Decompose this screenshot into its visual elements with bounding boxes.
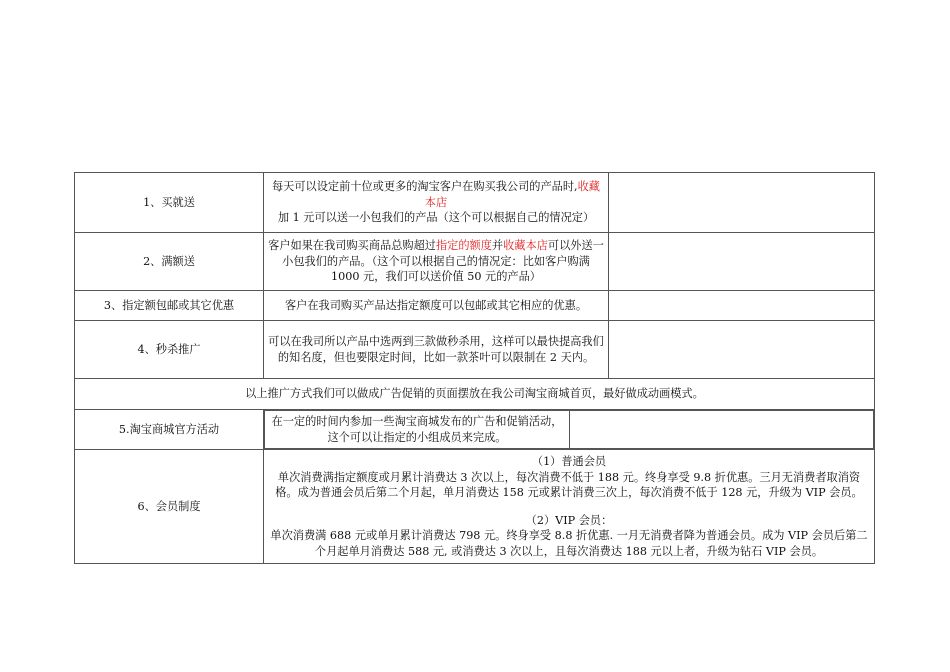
row-description-wrap bbox=[264, 410, 875, 450]
vip-member-text: 单次消费满 688 元或单月累计消费达 798 元。终身享受 8.8 折优惠. 一月无消费者降为普通会员。成为 VIP 会员后第二个月起单月消费达 588 元, 或消费达 3 次以上，且每次消费达 188 元以上者，升级为钻石 VIP 会员。 bbox=[270, 529, 868, 558]
table-row bbox=[75, 450, 875, 564]
empty-cell bbox=[609, 233, 875, 291]
highlight-text: 收藏本店 bbox=[503, 239, 548, 253]
empty-cell bbox=[609, 321, 875, 379]
row-description bbox=[264, 233, 609, 291]
row-description bbox=[264, 173, 609, 233]
vip-member-title: （2）VIP 会员： bbox=[525, 513, 613, 527]
desc-text: 并 bbox=[491, 239, 504, 253]
table-row bbox=[75, 379, 875, 410]
table-row bbox=[75, 321, 875, 379]
empty-cell bbox=[609, 291, 875, 321]
row-description: 客户在我司购买产品达指定额度可以包邮或其它相应的优惠。 bbox=[264, 291, 609, 321]
promotion-note: 以上推广方式我们可以做成广告促销的页面摆放在我公司淘宝商城首页，最好做成动画模式。 bbox=[75, 379, 875, 410]
inner-table bbox=[264, 410, 874, 449]
desc-text: 每天可以设定前十位或更多的淘宝客户在购买我公司的产品时, bbox=[271, 180, 578, 194]
desc-text: 加 1 元可以送一小包我们的产品（这个可以根据自己的情况定） bbox=[277, 211, 595, 225]
row-label: 2、满额送 bbox=[75, 233, 264, 291]
table-row bbox=[75, 173, 875, 233]
row-label: 4、秒杀推广 bbox=[75, 321, 264, 379]
table-row bbox=[75, 410, 875, 450]
membership-description bbox=[264, 450, 875, 564]
row-label: 1、买就送 bbox=[75, 173, 264, 233]
table-row bbox=[75, 233, 875, 291]
desc-text: 客户如果在我司购买商品总购超过 bbox=[268, 239, 436, 253]
table-row bbox=[75, 291, 875, 321]
promotion-table bbox=[74, 172, 875, 564]
desc-text: 可以外送一小包我们的产品。（这个可以根据自己的情况定：比如客户购满 1000 元，我们可以送价值 50 元的产品） bbox=[282, 239, 604, 284]
row-label: 6、会员制度 bbox=[75, 450, 264, 564]
row-label: 5.淘宝商城官方活动 bbox=[75, 410, 264, 450]
empty-cell bbox=[609, 173, 875, 233]
highlight-text: 收藏本店 bbox=[424, 180, 600, 209]
row-description: 可以在我司所以产品中选两到三款做秒杀用，这样可以最快提高我们的知名度，但也要限定时间，比如一款茶叶可以限制在 2 天内。 bbox=[264, 321, 609, 379]
empty-cell bbox=[570, 411, 874, 449]
normal-member-text: 单次消费满指定额度或月累计消费达 3 次以上，每次消费不低于 188 元。终身享受 9.8 折优惠。三月无消费者取消资格。成为普通会员后第二个月起，单月消费达 158 元或累计消费三次上，每次消费不低于 128 元，升级为 VIP 会员。 bbox=[275, 470, 863, 499]
highlight-text: 指定的额度 bbox=[435, 239, 492, 253]
row-description: 在一定的时间内参加一些淘宝商城发布的广告和促销活动，这个可以让指定的小组成员来完成。 bbox=[265, 411, 570, 449]
row-label: 3、指定额包邮或其它优惠 bbox=[75, 291, 264, 321]
normal-member-title: （1）普通会员 bbox=[531, 455, 607, 468]
